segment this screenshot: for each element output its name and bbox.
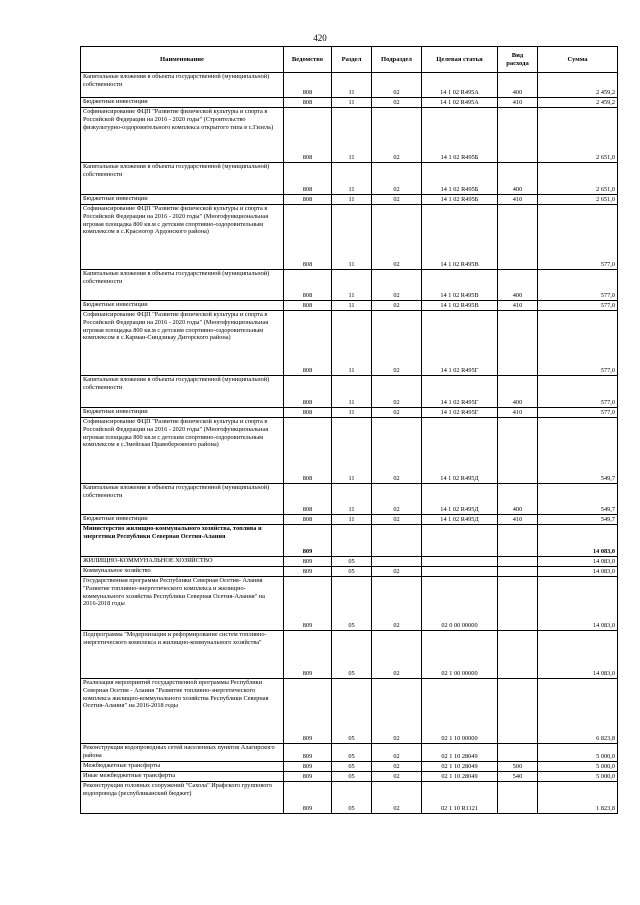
cell-vedomstvo: 809: [284, 557, 332, 567]
cell-celevaya-statya: 14 1 02 R495В: [422, 270, 498, 301]
cell-vedomstvo: 808: [284, 301, 332, 311]
cell-vedomstvo: 808: [284, 195, 332, 205]
cell-podrazdel: 02: [372, 418, 422, 484]
table-row: [81, 73, 618, 98]
cell-summa: 2 651,0: [538, 108, 618, 163]
cell-name: Бюджетные инвестиции: [81, 195, 284, 205]
cell-podrazdel: 02: [372, 484, 422, 515]
cell-razdel: 11: [332, 98, 372, 108]
table-row: [81, 408, 618, 418]
table-body: [81, 73, 618, 814]
header-summa: Сумма: [538, 47, 618, 73]
cell-vedomstvo: 809: [284, 782, 332, 814]
cell-podrazdel: 02: [372, 301, 422, 311]
cell-vedomstvo: 808: [284, 418, 332, 484]
table-row: [81, 631, 618, 679]
cell-vedomstvo: 808: [284, 270, 332, 301]
cell-vedomstvo: 808: [284, 98, 332, 108]
cell-razdel: 11: [332, 515, 372, 525]
cell-celevaya-statya: 02 0 00 00000: [422, 577, 498, 631]
cell-vid-rashoda: [498, 108, 538, 163]
table-row: [81, 301, 618, 311]
cell-name: Капитальные вложения в объекты государственной (муниципальной) собственности: [81, 163, 284, 195]
cell-name: Государственная программа Республики Северная Осетия- Алания "Развитие топливно-энергетического комплекса и жилищно-коммунального хозяйства Республики Северная Осетия-Алания" на 2016-2018 годы: [81, 577, 284, 631]
cell-celevaya-statya: 14 1 02 R495А: [422, 98, 498, 108]
cell-celevaya-statya: 14 1 02 R495В: [422, 205, 498, 270]
cell-podrazdel: 02: [372, 205, 422, 270]
cell-celevaya-statya: 02 1 10 28049: [422, 744, 498, 762]
cell-name: Межбюджетные трансферты: [81, 762, 284, 772]
cell-podrazdel: 02: [372, 108, 422, 163]
cell-name: Бюджетные инвестиции: [81, 515, 284, 525]
cell-summa: 5 000,0: [538, 762, 618, 772]
cell-celevaya-statya: 02 1 10 00000: [422, 679, 498, 744]
cell-razdel: 05: [332, 679, 372, 744]
cell-name: Софинансирование ФЦП "Развитие физической культуры и спорта в Российской Федерации на 2016 - 2020 годы" (Многофункциональная игровая площадка 800 кв.м с детским спортивно-оздоровительным комплексом в с.Карман-Синдзикау Дигорского района): [81, 311, 284, 376]
cell-vedomstvo: 808: [284, 205, 332, 270]
cell-name: Бюджетные инвестиции: [81, 301, 284, 311]
cell-podrazdel: 02: [372, 762, 422, 772]
header-vid-rashoda: Вид расхода: [498, 47, 538, 73]
cell-celevaya-statya: 14 1 02 R495Б: [422, 163, 498, 195]
cell-vedomstvo: 809: [284, 679, 332, 744]
cell-razdel: 05: [332, 744, 372, 762]
cell-name: ЖИЛИЩНО-КОММУНАЛЬНОЕ ХОЗЯЙСТВО: [81, 557, 284, 567]
cell-celevaya-statya: 02 1 10 28049: [422, 772, 498, 782]
cell-summa: 2 651,0: [538, 163, 618, 195]
cell-razdel: 11: [332, 418, 372, 484]
cell-vid-rashoda: 400: [498, 270, 538, 301]
cell-summa: 5 000,0: [538, 772, 618, 782]
cell-podrazdel: 02: [372, 311, 422, 376]
cell-summa: 577,0: [538, 376, 618, 408]
cell-vid-rashoda: [498, 577, 538, 631]
table-row: [81, 108, 618, 163]
cell-name: Капитальные вложения в объекты государственной (муниципальной) собственности: [81, 270, 284, 301]
cell-vid-rashoda: [498, 782, 538, 814]
cell-razdel: 11: [332, 301, 372, 311]
cell-podrazdel: 02: [372, 744, 422, 762]
cell-vid-rashoda: [498, 679, 538, 744]
cell-vedomstvo: 809: [284, 772, 332, 782]
cell-vid-rashoda: 410: [498, 98, 538, 108]
cell-vedomstvo: 808: [284, 108, 332, 163]
table-row: [81, 195, 618, 205]
table-row: [81, 484, 618, 515]
table-row: [81, 418, 618, 484]
cell-name: Реконструкция водопроводных сетей населенных пунктов Алагирского района: [81, 744, 284, 762]
cell-summa: 2 651,0: [538, 195, 618, 205]
cell-podrazdel: 02: [372, 376, 422, 408]
cell-name: Софинансирование ФЦП "Развитие физической культуры и спорта в Российской Федерации на 2016 - 2020 годы" (Многофункциональная игровая площадка 800 кв.м с детским спортивно-оздоровительным комплексом в с.Змейская Правобережного района): [81, 418, 284, 484]
cell-summa: 14 083,0: [538, 557, 618, 567]
header-vedomstvo: Ведомство: [284, 47, 332, 73]
cell-name: Капитальные вложения в объекты государственной (муниципальной) собственности: [81, 73, 284, 98]
cell-name: Бюджетные инвестиции: [81, 98, 284, 108]
cell-vedomstvo: 809: [284, 567, 332, 577]
cell-celevaya-statya: 14 1 02 R495Г: [422, 311, 498, 376]
cell-vedomstvo: 809: [284, 762, 332, 772]
cell-razdel: 05: [332, 577, 372, 631]
cell-summa: 5 000,0: [538, 744, 618, 762]
header-podrazdel: Подраздел: [372, 47, 422, 73]
table-row: [81, 679, 618, 744]
cell-name: Бюджетные инвестиции: [81, 408, 284, 418]
cell-podrazdel: 02: [372, 577, 422, 631]
cell-summa: 577,0: [538, 205, 618, 270]
table-row: [81, 205, 618, 270]
cell-vedomstvo: 808: [284, 376, 332, 408]
cell-razdel: 05: [332, 772, 372, 782]
cell-summa: 577,0: [538, 270, 618, 301]
header-razdel: Раздел: [332, 47, 372, 73]
cell-celevaya-statya: [422, 557, 498, 567]
cell-name: Реконструкция головных сооружений "Сахола" Ирафского группового водопровода (республиканский бюджет): [81, 782, 284, 814]
cell-vid-rashoda: 410: [498, 408, 538, 418]
cell-razdel: 05: [332, 762, 372, 772]
cell-vedomstvo: 808: [284, 163, 332, 195]
cell-name: Подпрограмма "Модернизация и реформирование систем топливно-энергетического комплекса и жилищно-коммунального хозяйства": [81, 631, 284, 679]
cell-summa: 577,0: [538, 311, 618, 376]
cell-vid-rashoda: [498, 205, 538, 270]
cell-name: Софинансирование ФЦП "Развитие физической культуры и спорта в Российской Федерации на 2016 - 2020 годы" (Многофункциональная игровая площадка 800 кв.м с детским спортивно-оздоровительным комплексом в с.Красногор Ардонского района): [81, 205, 284, 270]
cell-celevaya-statya: 14 1 02 R495Д: [422, 515, 498, 525]
cell-summa: 2 459,2: [538, 73, 618, 98]
cell-vedomstvo: 808: [284, 515, 332, 525]
cell-vid-rashoda: 400: [498, 376, 538, 408]
header-name: Наименование: [81, 47, 284, 73]
cell-vedomstvo: 809: [284, 577, 332, 631]
cell-vid-rashoda: 500: [498, 762, 538, 772]
cell-razdel: 11: [332, 270, 372, 301]
table-row: [81, 525, 618, 557]
table-header-row: [81, 47, 618, 73]
cell-podrazdel: [372, 525, 422, 557]
table-row: [81, 762, 618, 772]
cell-summa: 577,0: [538, 301, 618, 311]
cell-vedomstvo: 808: [284, 311, 332, 376]
cell-vedomstvo: 808: [284, 484, 332, 515]
cell-summa: 14 083,0: [538, 577, 618, 631]
table-row: [81, 577, 618, 631]
cell-razdel: 11: [332, 408, 372, 418]
cell-summa: 549,7: [538, 418, 618, 484]
cell-summa: 14 083,0: [538, 631, 618, 679]
cell-summa: 14 083,0: [538, 525, 618, 557]
table-row: [81, 782, 618, 814]
cell-vedomstvo: 809: [284, 525, 332, 557]
cell-name: Капитальные вложения в объекты государственной (муниципальной) собственности: [81, 484, 284, 515]
cell-podrazdel: 02: [372, 98, 422, 108]
cell-razdel: 11: [332, 163, 372, 195]
cell-summa: 6 823,8: [538, 679, 618, 744]
cell-vid-rashoda: [498, 525, 538, 557]
table-row: [81, 163, 618, 195]
budget-table: [80, 46, 618, 814]
cell-razdel: [332, 525, 372, 557]
cell-celevaya-statya: 14 1 02 R495Б: [422, 108, 498, 163]
table-row: [81, 557, 618, 567]
cell-vid-rashoda: 540: [498, 772, 538, 782]
cell-celevaya-statya: 14 1 02 R495Д: [422, 418, 498, 484]
cell-vid-rashoda: [498, 631, 538, 679]
cell-razdel: 05: [332, 782, 372, 814]
cell-razdel: 11: [332, 376, 372, 408]
cell-podrazdel: 02: [372, 408, 422, 418]
cell-name: Софинансирование ФЦП "Развитие физической культуры и спорта в Российской Федерации на 2016 - 2020 годы" (Строительство физкультурно-оздоровительного комплекса открытого типа в с.Гизель): [81, 108, 284, 163]
cell-vid-rashoda: 410: [498, 195, 538, 205]
table-row: [81, 567, 618, 577]
table-row: [81, 515, 618, 525]
cell-vid-rashoda: [498, 418, 538, 484]
cell-celevaya-statya: 02 1 00 00000: [422, 631, 498, 679]
cell-vid-rashoda: [498, 567, 538, 577]
cell-vid-rashoda: 400: [498, 484, 538, 515]
cell-name: Коммунальное хозяйство: [81, 567, 284, 577]
page-number: 420: [313, 33, 327, 43]
cell-summa: 14 083,0: [538, 567, 618, 577]
cell-celevaya-statya: 02 1 10 R1121: [422, 782, 498, 814]
cell-celevaya-statya: [422, 525, 498, 557]
cell-name: Реализация мероприятий государственной программы Республики Северная Осетия - Алания "Развитие топливно-энергетического комплекса жилищно-коммунального хозяйства Республики Северная Осетия-Алания" на 2016-2018 годы: [81, 679, 284, 744]
cell-podrazdel: 02: [372, 73, 422, 98]
cell-vedomstvo: 808: [284, 408, 332, 418]
cell-vid-rashoda: 400: [498, 73, 538, 98]
cell-podrazdel: [372, 557, 422, 567]
cell-celevaya-statya: 14 1 02 R495Д: [422, 484, 498, 515]
cell-celevaya-statya: 14 1 02 R495Г: [422, 376, 498, 408]
cell-vid-rashoda: 410: [498, 301, 538, 311]
cell-celevaya-statya: 14 1 02 R495Г: [422, 408, 498, 418]
header-celevaya-statya: Целевая статья: [422, 47, 498, 73]
cell-summa: 549,7: [538, 484, 618, 515]
cell-vid-rashoda: 410: [498, 515, 538, 525]
cell-name: Капитальные вложения в объекты государственной (муниципальной) собственности: [81, 376, 284, 408]
cell-podrazdel: 02: [372, 782, 422, 814]
cell-razdel: 05: [332, 631, 372, 679]
cell-podrazdel: 02: [372, 567, 422, 577]
cell-vid-rashoda: [498, 311, 538, 376]
cell-summa: 2 459,2: [538, 98, 618, 108]
cell-podrazdel: 02: [372, 679, 422, 744]
cell-vedomstvo: 809: [284, 744, 332, 762]
cell-vid-rashoda: 400: [498, 163, 538, 195]
cell-celevaya-statya: 14 1 02 R495В: [422, 301, 498, 311]
cell-celevaya-statya: 02 1 10 28049: [422, 762, 498, 772]
cell-razdel: 11: [332, 195, 372, 205]
cell-podrazdel: 02: [372, 515, 422, 525]
cell-podrazdel: 02: [372, 631, 422, 679]
cell-vid-rashoda: [498, 557, 538, 567]
cell-summa: 1 823,8: [538, 782, 618, 814]
table-row: [81, 744, 618, 762]
table-row: [81, 772, 618, 782]
cell-razdel: 11: [332, 108, 372, 163]
cell-podrazdel: 02: [372, 163, 422, 195]
cell-razdel: 11: [332, 484, 372, 515]
cell-name: Иные межбюджетные трансферты: [81, 772, 284, 782]
cell-razdel: 11: [332, 73, 372, 98]
table-row: [81, 376, 618, 408]
cell-razdel: 05: [332, 567, 372, 577]
cell-name: Министерство жилищно-коммунального хозяйства, топлива и энергетики Республики Северная Осетия-Алания: [81, 525, 284, 557]
cell-podrazdel: 02: [372, 270, 422, 301]
table-row: [81, 98, 618, 108]
cell-vedomstvo: 808: [284, 73, 332, 98]
table-row: [81, 270, 618, 301]
cell-podrazdel: 02: [372, 772, 422, 782]
cell-podrazdel: 02: [372, 195, 422, 205]
cell-summa: 549,7: [538, 515, 618, 525]
cell-celevaya-statya: 14 1 02 R495Б: [422, 195, 498, 205]
cell-vid-rashoda: [498, 744, 538, 762]
table-row: [81, 311, 618, 376]
cell-celevaya-statya: 14 1 02 R495А: [422, 73, 498, 98]
cell-summa: 577,0: [538, 408, 618, 418]
cell-vedomstvo: 809: [284, 631, 332, 679]
cell-celevaya-statya: [422, 567, 498, 577]
cell-razdel: 05: [332, 557, 372, 567]
cell-razdel: 11: [332, 205, 372, 270]
cell-razdel: 11: [332, 311, 372, 376]
